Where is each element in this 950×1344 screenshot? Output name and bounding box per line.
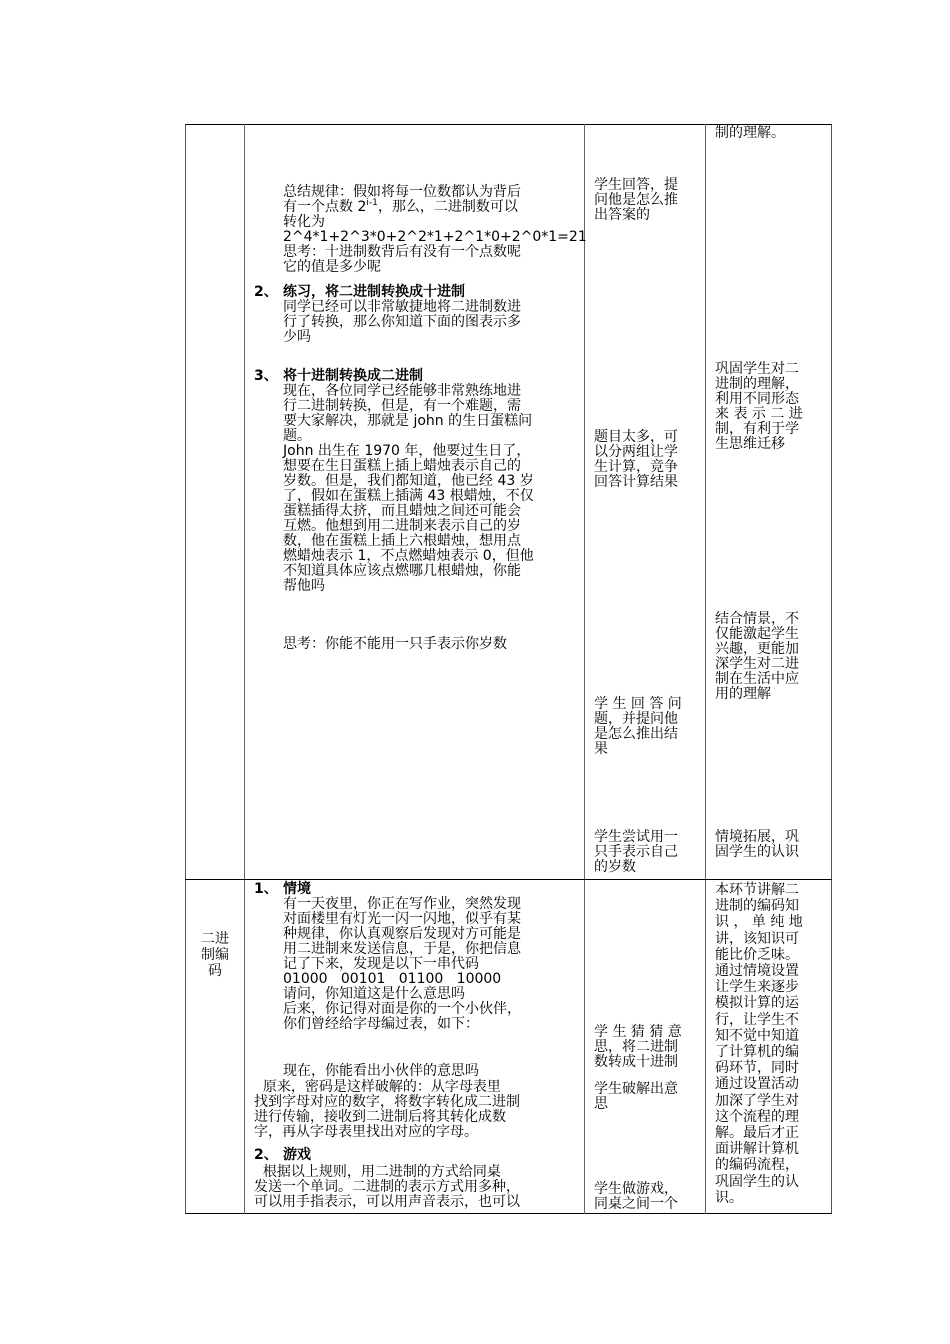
section-number: 2、 xyxy=(254,284,278,300)
design-intent-text: 制的理解。 xyxy=(715,125,785,141)
design-intent-text: 本环节讲解二 进制的编码知 识 ， 单 纯 地 讲，该知识可 能比价乏味。 通过情境设置 让学生来逐步 模拟计算的运 行，让学生不 知不觉中知道 了计算机的编 码环节，同时 通过设置活动 加深了学生对 这个流程的理 解。最后才正 面讲解计算机 的编码流程， 巩固学生的认 识。 xyxy=(715,882,803,1206)
section-title: 游戏 xyxy=(283,1147,311,1163)
student-activity-text: 学生尝试用一 只手表示自己 的岁数 xyxy=(594,829,678,875)
stage-label: 二进 制编 码 xyxy=(201,931,229,979)
explain-text: 原来，密码是这样破解的：从字母表里 找到字母对应的数字，将数字转化成二进制 进行传输，接收到二进制后将其转化成数 字，再从字母表里找出对应的字母。 xyxy=(254,1079,520,1140)
row-divider xyxy=(185,879,832,880)
section2-text: 练习，将二进制转换成十进制 同学已经可以非常敏捷地将二进制数进 行了转换，那么你知道下面的图表示多 少吗 xyxy=(283,284,521,345)
section-title: 练习，将二进制转换成十进制 xyxy=(283,284,465,300)
column-divider xyxy=(584,124,585,1214)
summary-text: 总结规律：假如将每一位数都认为背后 有一个点数 2$^{i-1}$，那么，二进制数可以 转化为 2^4*1+2^3*0+2^2*1+2^1*0+2^0*1=21 思考：十进制数背后有没有一个点数呢 它的值是多少呢 xyxy=(283,184,587,275)
student-activity-text: 学 生 回 答 问 题，并提问他 是怎么推出结 果 xyxy=(594,696,682,757)
section-number: 2、 xyxy=(254,1147,278,1163)
design-intent-text: 巩固学生对二 进制的理解， 利用不同形态 来 表 示 二 进 制，有利于学 生思维迁移 xyxy=(715,361,803,452)
student-activity-text: 学 生 猜 猜 意 思，将二进制 数转成十进制 xyxy=(594,1024,682,1070)
student-activity-text: 学生做游戏， 同桌之间一个 xyxy=(594,1181,678,1212)
section3-text: 将十进制转换成二进制 现在，各位同学已经能够非常熟练地进 行二进制转换，但是，有一个难题，需 要大家解决，那就是 john 的生日蛋糕问 题。 John 出生在 1970 年，他要过生日了， 想要在生日蛋糕上插上蜡烛表示自己的 岁数。但是，我们都知道，他已经 43 岁 了，假如在蛋糕上插满 43 根蜡烛，不仅 蛋糕插得太挤，而且蜡烛之间还可能会 互燃。他想到用二进制来表示自己的岁 数，他在蛋糕上插上六根蜡烛，想用点 燃蜡烛表示 1，不点燃蜡烛表示 0，但他 不知道具体应该点燃哪几根蜡烛，你能 帮他吗 xyxy=(283,368,534,594)
column-divider xyxy=(244,124,245,1214)
section-title: 情境 xyxy=(283,881,311,897)
column-divider xyxy=(705,124,706,1214)
section-title: 将十进制转换成二进制 xyxy=(283,368,423,384)
game-text: 根据以上规则，用二进制的方式给同桌 发送一个单词。二进制的表示方式用多种， 可以用手指表示，可以用声音表示，也可以 xyxy=(254,1164,520,1210)
student-activity-text: 题目太多，可 以分两组让学 生计算，竞争 回答计算结果 xyxy=(594,429,678,490)
design-intent-text: 结合情景，不 仅能激起学生 兴趣，更能加 深学生对二进 制在生活中应 用的理解 xyxy=(715,611,799,702)
student-activity-text: 学生破解出意 思 xyxy=(594,1081,678,1112)
student-activity-text: 学生回答，提 问他是怎么推 出答案的 xyxy=(594,177,678,223)
binary-codes: 01000 00101 01100 10000 xyxy=(283,971,502,987)
section-number: 3、 xyxy=(254,368,278,384)
formula: 2^4*1+2^3*0+2^2*1+2^1*0+2^0*1=21 xyxy=(283,229,587,245)
section1-text: 情境 有一天夜里，你正在写作业，突然发现 对面楼里有灯光一闪一闪地，似乎有某 种规律，你认真观察后发现对方可能是 用二进制来发送信息，于是，你把信息 记了下来，发现是以下一串代码 01000 00101 01100 10000 请问，你知道这是什么意思吗 后来，你记得对面是你的一个小伙伴， 你们曾经给字母编过表，如下： xyxy=(283,881,521,1032)
now-text: 现在，你能看出小伙伴的意思吗 xyxy=(283,1063,479,1079)
section-number: 1、 xyxy=(254,881,278,897)
think-text: 思考：你能不能用一只手表示你岁数 xyxy=(283,636,507,652)
design-intent-text: 情境拓展，巩 固学生的认识 xyxy=(715,829,799,860)
